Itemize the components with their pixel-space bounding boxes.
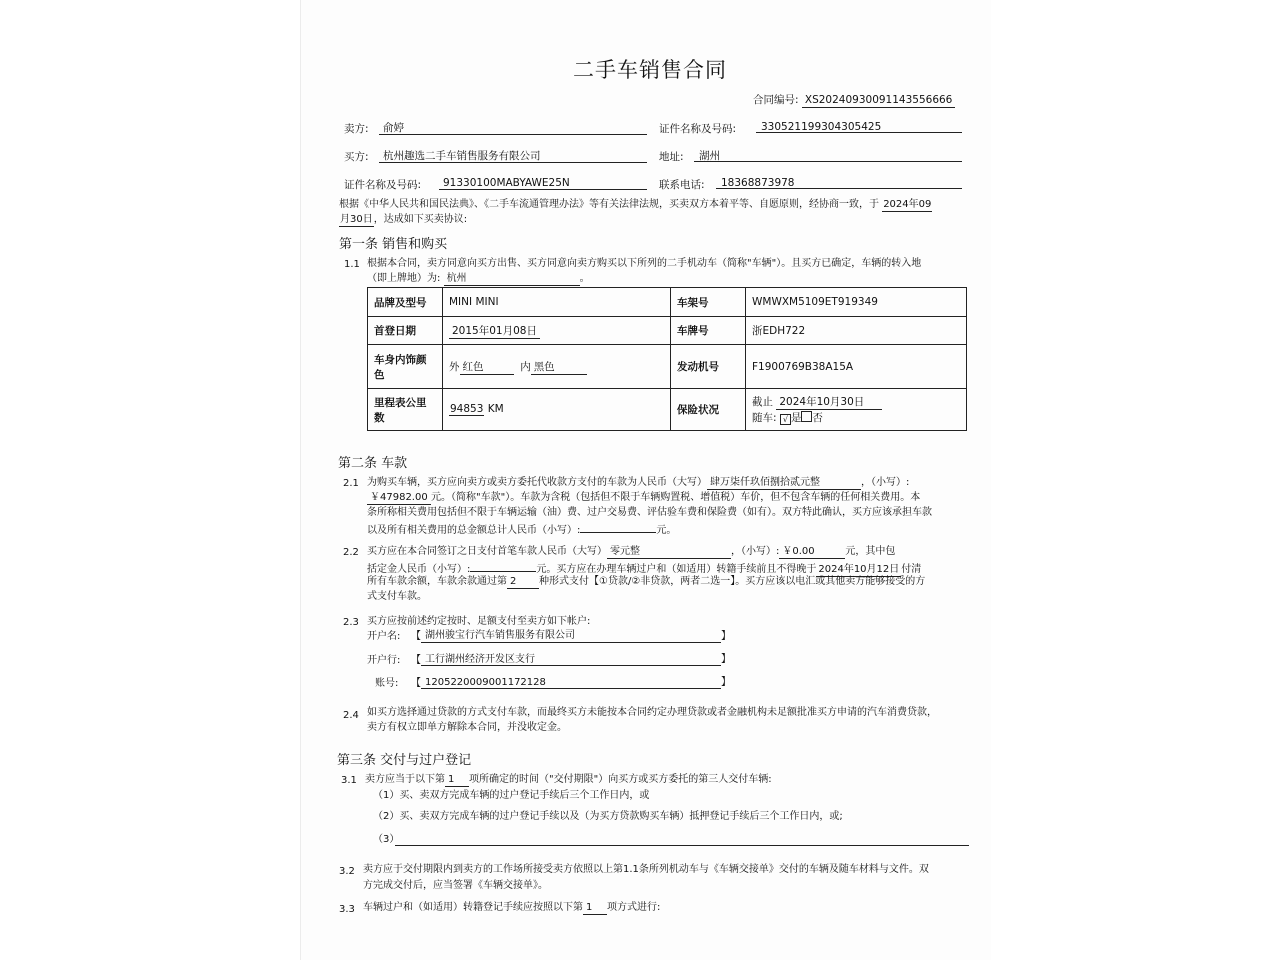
preamble-line-1 — [339, 198, 932, 212]
c33-text-b: 项方式进行: — [607, 902, 661, 913]
reg-date-value: 2015年01月08日 — [449, 323, 540, 339]
clause-2-3-intro: 买方应按前述约定按时、足额支付至卖方如下帐户: — [367, 616, 591, 627]
phone-label: 联系电话: — [659, 179, 705, 191]
seller-id-underline — [756, 132, 962, 133]
seller-name: 俞婷 — [383, 122, 404, 134]
c31-text-a: 卖方应当于以下第 — [365, 774, 445, 785]
color-label-2: 色 — [374, 368, 385, 381]
price-upper: 肆万柒仟玖佰捌拾贰元整 — [707, 476, 861, 490]
no-checkbox[interactable] — [801, 411, 812, 422]
clause-1-1-line2: （即上牌地）为: 杭州 。 — [367, 273, 590, 284]
account-name-label: 开户名: — [367, 631, 401, 642]
yes-label: 是 — [790, 412, 802, 424]
contract-no-label: 合同编号: — [753, 94, 799, 106]
color-cell — [443, 345, 671, 389]
c22-text-a: 买方应在本合同签订之日支付首笔车款人民币（大写） — [367, 546, 607, 557]
buyer-underline — [379, 162, 647, 163]
account-bank-underline — [421, 665, 721, 666]
int-color: 黑色 — [531, 359, 587, 375]
article-2-title: 第二条 车款 — [338, 456, 408, 471]
c21-text-a: 为购买车辆，买方应向卖方或卖方委托代收款方支付的车款为人民币（大写） — [367, 477, 707, 488]
engine-value: F1900769B38A15A — [746, 345, 967, 389]
clause-1-1-num: 1.1 — [344, 259, 360, 270]
c21-text-e: 元。 — [656, 525, 677, 536]
insurance-label: 保险状况 — [671, 389, 746, 431]
account-no-bracket-r: 】 — [721, 677, 731, 688]
reg-date-cell — [443, 317, 671, 345]
vin-value: WMWXM5109ET919349 — [746, 288, 967, 317]
buyer-name: 杭州趣选二手车销售服务有限公司 — [383, 150, 541, 162]
clause-3-3-line1 — [363, 901, 660, 915]
account-name-bracket-l: 【 — [411, 631, 421, 642]
clause-2-2-line1 — [367, 545, 895, 559]
account-bank-bracket-l: 【 — [411, 655, 421, 666]
preamble-date-b: 月30日 — [340, 214, 373, 225]
address-underline — [694, 161, 962, 162]
address-label: 地址: — [659, 151, 684, 163]
phone: 18368873978 — [721, 177, 795, 189]
c22-text-f: 付清 — [901, 564, 922, 575]
clause-2-2-num: 2.2 — [343, 547, 359, 558]
ins-until-label: 截止 — [752, 396, 773, 408]
km-unit: KM — [487, 403, 504, 415]
clause-2-4-line1: 如买方选择通过贷款的方式支付车款，而最终买方未能按本合同约定办理贷款或者金融机构未足额批准买方申请的汽车消费贷款， — [367, 707, 937, 718]
seller-id-label: 证件名称及号码: — [659, 123, 737, 135]
buyer-id-label: 证件名称及号码: — [344, 179, 422, 191]
c21-text-c: 元。（简称"车款"）。车款为含税（包括但不限于车辆购置税、增值税）车价，但不包含车辆的任何相关费用。本 — [431, 492, 921, 503]
account-bank: 工行湖州经济开发区支行 — [425, 654, 535, 665]
clause-3-1-option-1: （1）买、卖双方完成车辆的过户登记手续后三个工作日内，或 — [373, 790, 650, 801]
clause-3-1-line1 — [365, 773, 772, 787]
km-value: 94853 — [450, 403, 484, 415]
clause-1-1-text2: （即上牌地）为: — [367, 273, 441, 284]
clause-2-2-line4: 式支付车款。 — [367, 591, 427, 602]
c22-text-c: 元，其中包 — [845, 546, 896, 557]
ins-until-date: 2024年10月30日 — [776, 394, 882, 410]
c22-text-b: ，（小写）: — [731, 546, 780, 557]
payment-method: 2 — [507, 575, 539, 589]
article-3-title: 第三条 交付与过户登记 — [337, 753, 472, 768]
down-payment-upper: 零元整 — [607, 545, 731, 559]
int-label: 内 — [520, 360, 531, 373]
km-label — [368, 389, 443, 431]
clause-3-3-num: 3.3 — [339, 904, 355, 915]
seller-label: 卖方: — [344, 123, 369, 135]
clause-2-1-num: 2.1 — [343, 478, 359, 489]
account-no: 1205220009001172128 — [425, 677, 546, 688]
km-cell — [443, 389, 671, 431]
account-bank-label: 开户行: — [367, 655, 401, 666]
down-payment-lower: ￥0.00 — [779, 545, 845, 559]
vehicle-table — [367, 287, 967, 431]
yes-checkbox[interactable]: √ — [780, 414, 791, 425]
clause-1-1-text: 根据本合同，卖方同意向买方出售、买方同意向卖方购买以下所列的二手机动车（简称"车辆"）。且买方已确定，车辆的转入地 — [367, 258, 922, 269]
article-1-title: 第一条 销售和购买 — [339, 237, 448, 252]
vin-label: 车架号 — [671, 288, 746, 317]
buyer-id-underline — [439, 189, 647, 190]
reg-date-label: 首登日期 — [368, 317, 443, 345]
preamble-text-2: ，达成如下买卖协议: — [373, 214, 468, 225]
preamble-date-a: 2024年09 — [883, 199, 932, 210]
clause-3-1-option-2: （2）买、卖双方完成车辆的过户登记手续以及（为买方贷款购买车辆）抵押登记手续后三个工作日内，或; — [373, 811, 843, 822]
account-bank-bracket-r: 】 — [721, 654, 731, 665]
c33-text-a: 车辆过户和（如适用）转籍登记手续应按照以下第 — [363, 902, 583, 913]
clause-2-1-line1 — [367, 476, 909, 490]
km-label-2: 数 — [374, 411, 385, 424]
c22-text-g: 所有车款余额，车款余款通过第 — [367, 576, 507, 587]
clause-2-1-line3: 条所称相关费用包括但不限于车辆运输（油）费、过户交易费、评估验车费和保险费（如有）。双方特此确认，买方应该承担车款 — [367, 507, 932, 518]
clause-2-1-line4 — [367, 521, 676, 537]
plate-label: 车牌号 — [671, 317, 746, 345]
c22-text-h: 种形式支付【①贷款/②非贷款，两者二选一】。买方应该以电汇或其他卖方能够接受的方 — [539, 576, 926, 587]
clause-3-2-line2: 方完成交付后，应当签署《车辆交接单》。 — [363, 880, 548, 891]
account-name: 湖州骏宝行汽车销售服务有限公司 — [425, 630, 575, 641]
preamble-text: 根据《中华人民共和国民法典》、《二手车流通管理办法》等有关法律法规，买卖双方本着平等、自愿原则，经协商一致，于 — [339, 199, 879, 210]
account-no-underline — [421, 688, 721, 689]
color-label — [368, 345, 443, 389]
c31-text-b: 项所确定的时间（"交付期限"）向买方或买方委托的第三人交付车辆: — [469, 774, 772, 785]
c22-text-e: 元。买方应在办理车辆过户和（如适用）转籍手续前且不得晚于 — [536, 564, 817, 575]
no-label: 否 — [812, 412, 823, 424]
insurance-cell — [746, 389, 967, 431]
contract-no — [753, 93, 955, 108]
ext-label: 外 — [449, 360, 460, 373]
plate-value: 浙EDH722 — [746, 317, 967, 345]
account-no-label: 账号: — [375, 678, 399, 689]
km-label-1: 里程表公里 — [374, 396, 427, 409]
option-3-underline — [395, 845, 969, 846]
phone-underline — [716, 188, 962, 189]
account-no-bracket-l: 【 — [411, 678, 421, 689]
c21-text-d: 以及所有相关费用的总金额总计人民币（小写）: — [367, 525, 581, 536]
ins-with-label: 随车: — [752, 412, 777, 424]
buyer-id: 91330100MABYAWE25N — [443, 177, 570, 189]
brand-label: 品牌及型号 — [368, 288, 443, 317]
transfer-city: 杭州 — [444, 272, 580, 286]
address: 湖州 — [699, 150, 720, 162]
delivery-option: 1 — [445, 773, 469, 787]
clause-3-2-num: 3.2 — [339, 866, 355, 877]
clause-3-1-num: 3.1 — [341, 775, 357, 786]
total-amount-blank — [580, 521, 656, 533]
clause-2-4-line2: 卖方有权立即单方解除本合同，并没收定金。 — [367, 722, 567, 733]
clause-3-1-option-3: （3） — [373, 834, 400, 845]
seller-underline — [379, 134, 647, 135]
ext-color: 红色 — [460, 359, 514, 375]
buyer-label: 买方: — [344, 151, 369, 163]
balance-deadline: 2024年10月12日 — [818, 564, 900, 575]
account-name-bracket-r: 】 — [721, 631, 731, 642]
clause-2-1-line2 — [367, 491, 920, 505]
contract-no-value: XS20240930091143556666 — [802, 93, 955, 108]
page-title: 二手车销售合同 — [573, 58, 727, 82]
transfer-option: 1 — [583, 901, 607, 915]
price-lower: ￥47982.00 — [367, 491, 431, 505]
deposit-blank — [470, 560, 536, 572]
seller-id: 330521199304305425 — [761, 121, 882, 133]
clause-2-2-line3 — [367, 575, 925, 589]
c21-text-b: ，（小写）: — [861, 477, 910, 488]
color-label-1: 车身内饰颜 — [374, 353, 427, 366]
preamble-line-2 — [339, 213, 467, 227]
c22-text-d: 括定金人民币（小写）: — [367, 564, 471, 575]
clause-2-3-num: 2.3 — [343, 617, 359, 628]
brand-value: MINI MINI — [443, 288, 671, 317]
account-name-underline — [421, 642, 721, 643]
clause-3-2-line1: 卖方应于交付期限内到卖方的工作场所接受卖方依照以上第1.1条所列机动车与《车辆交接单》交付的车辆及随车材料与文件。双 — [363, 864, 929, 875]
engine-label: 发动机号 — [671, 345, 746, 389]
contract-page — [300, 0, 991, 960]
clause-2-4-num: 2.4 — [343, 710, 359, 721]
